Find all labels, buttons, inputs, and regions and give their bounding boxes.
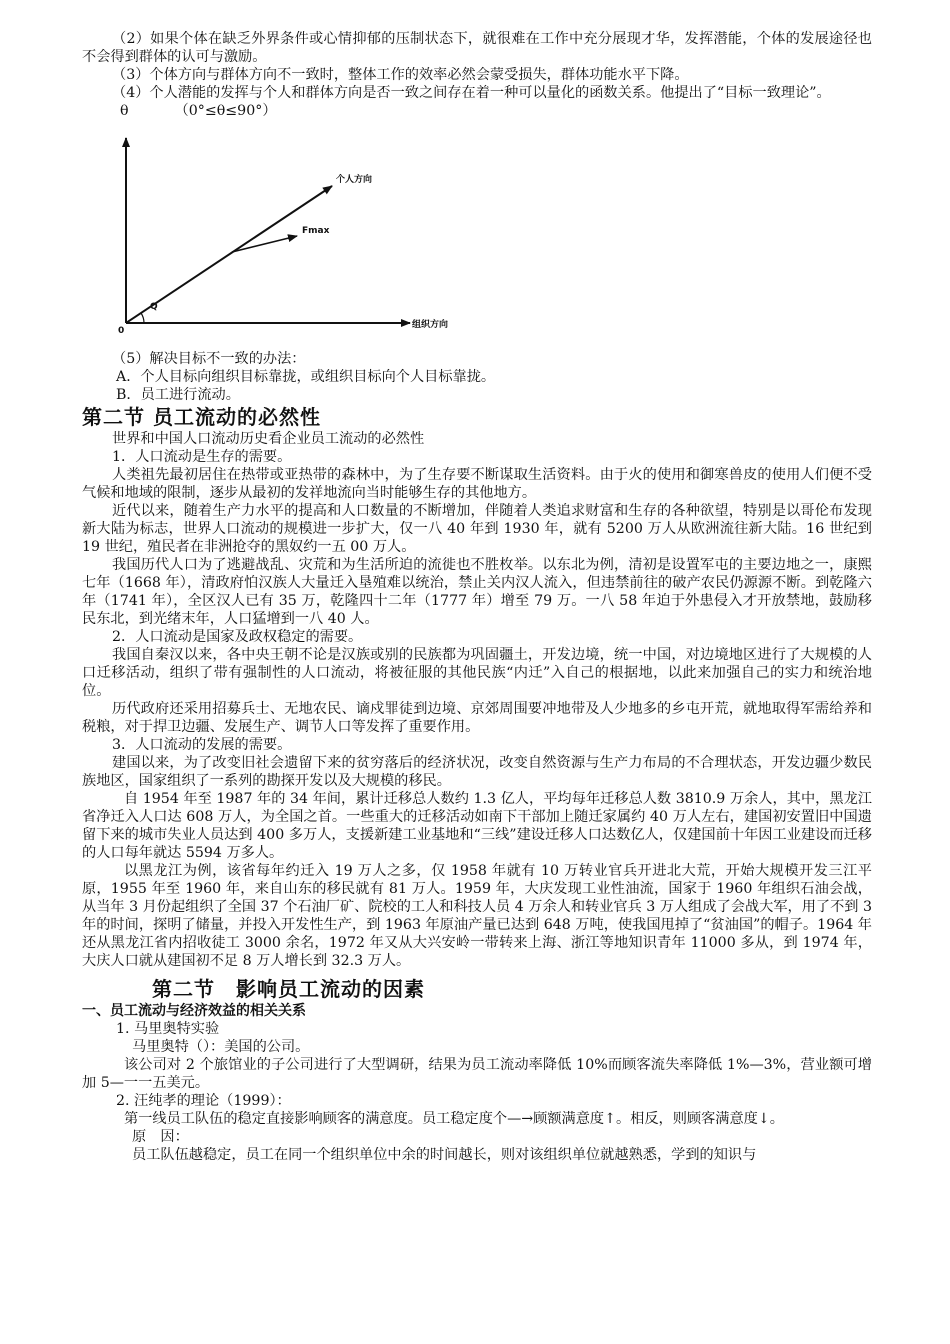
paragraph-option-b: B．员工进行流动。 (116, 387, 240, 403)
paragraph: 员工队伍越稳定，员工在同一个组织单位中余的时间越长，则对该组织单位就越熟悉，学到的知识与 (132, 1147, 757, 1163)
paragraph: 自 1954 年至 1987 年的 34 年间，累计迁移总人数约 1.3 亿人，平均每年迁移总人数 3810.9 万余人，其中，黑龙江省净迁入人口达 608 万人，为全国之首。一些重大的迁移活动如南下干部加上随迁家属约 40 万人左右，建国初安置旧中国遗留下来的城市失业人员达到 400 多万人，支援新建工业基地和“三线”建设迁移人口达数亿人，仅建国前十年因工业建设而迁移的人口每年就达 5594 万多人。 (82, 791, 872, 861)
goal-alignment-diagram (82, 120, 502, 350)
list-item-1: 1．人口流动是生存的需要。 (112, 449, 292, 465)
fmax-vector (232, 236, 297, 252)
paragraph-point-3: （3）个体方向与群体方向不一致时，整体工作的效率必然会蒙受损失，群体功能水平下降。 (112, 67, 689, 83)
paragraph: 我国自秦汉以来，各中央王朝不论是汉族或别的民族都为巩固疆土，开发边境，统一中国，对边境地区进行了大规模的人口迁移活动，组织了带有强制性的人口流动，将被征服的其他民族“内迁”入自己的根据地，以此来加强自己的实力和统治地位。 (82, 647, 872, 699)
paragraph: 该公司对 2 个旅馆业的子公司进行了大型调研，结果为员工流动率降低 10%而顾客流失率降低 1%—3%，营业额可增加 5—一一五美元。 (82, 1057, 872, 1091)
section-subtitle: 世界和中国人口流动历史看企业员工流动的必然性 (112, 431, 425, 447)
label-fmax: Fmax (302, 226, 330, 236)
list-item-3: 3．人口流动的发展的需要。 (112, 737, 292, 753)
label-individual-direction: 个人方向 (336, 175, 373, 185)
section-heading-inevitability: 第二节 员工流动的必然性 (82, 405, 321, 429)
subsection-heading-economic: 一、员工流动与经济效益的相关关系 (82, 1003, 306, 1019)
paragraph-reason-label: 原 因： (132, 1129, 189, 1145)
label-organization-direction: 组织方向 (412, 320, 449, 330)
label-origin: 0 (118, 326, 125, 336)
theta-angle-arc (141, 313, 144, 323)
paragraph-point-5: （5）解决目标不一致的办法： (112, 351, 306, 367)
diagram-svg (82, 120, 502, 350)
theta-line (82, 102, 872, 120)
list-item-wang: 2. 汪纯孝的理论（1999）： (116, 1093, 291, 1109)
paragraph: 第一线员工队伍的稳定直接影响顾客的满意度。员工稳定度个—→顾额满意度↑。相反，则顾客满意度↓。 (124, 1111, 784, 1127)
list-item-marriott: 1. 马里奥特实验 (116, 1021, 220, 1037)
theta-range: （0°≤θ≤90°） (174, 103, 277, 119)
paragraph: 以黑龙江为例，该省每年约迁入 19 万人之多，仅 1958 年就有 10 万转业官兵开进北大荒，开始大规模开发三江平原，1955 年至 1960 年，来自山东的移民就有 81 万人。1959 年，大庆发现工业性油流，国家于 1960 年组织石油会战，从当年 3 月份起组织了全国 37 个石油厂矿、院校的工人和科技人员 4 万余人和转业官兵 3 万人组成了会战大军，用了不到 3 年的时间，探明了储量，并投入开发性生产，到 1963 年原油产量已达到 648 万吨，使我国甩掉了“贫油国”的帽子。1964 年还从黑龙江省内招收徒工 3000 余名，1972 年又从大兴安岭一带转来上海、浙江等地知识青年 11000 多从，到 1974 年，大庆人口就从建国初不足 8 万人增长到 32.3 万人。 (82, 863, 872, 969)
paragraph-option-a: A．个人目标向组织目标靠拢，或组织目标向个人目标靠拢。 (116, 369, 496, 385)
paragraph: 近代以来，随着生产力水平的提高和人口数量的不断增加，伴随着人类追求财富和生存的各种欲望，特别是以哥伦布发现新大陆为标志，世界人口流动的规模进一步扩大，仅一八 40 年到 1930 年，就有 5200 万人从欧洲流往新大陆。16 世纪到 19 世纪，殖民者在非洲抢夺的黑奴约一五 00 万人。 (82, 503, 872, 555)
paragraph-marriott-intro: 马里奥特（）：美国的公司。 (132, 1039, 310, 1055)
paragraph: 我国历代人口为了逃避战乱、灾荒和为生活所迫的流徙也不胜枚举。以东北为例，清初是设置军屯的主要边地之一，康熙七年（1668 年），清政府怕汉族人大量迁入垦殖难以统治，禁止关内汉人流入，但违禁前往的破产农民仍源源不断。到乾隆六年（1741 年），全区汉人已有 35 万，乾隆四十二年（1777 年）增至 79 万。一八 58 年迫于外患侵入才开放禁地，鼓励移民东北，到光绪末年，人口猛增到一八 40 人。 (82, 557, 872, 627)
document-page (82, 30, 872, 1164)
theta-symbol: θ (120, 103, 129, 119)
paragraph: 建国以来，为了改变旧社会遗留下来的贫穷落后的经济状况，改变自然资源与生产力布局的不合理状态，开发边疆少数民族地区，国家组织了一系列的勘探开发以及大规模的移民。 (82, 755, 872, 789)
section-heading-factors: 第二节 影响员工流动的因素 (152, 977, 425, 1001)
paragraph-point-2: （2）如果个体在缺乏外界条件或心情抑郁的压制状态下，就很难在工作中充分展现才华，发挥潜能，个体的发展途径也不会得到群体的认可与激励。 (82, 31, 872, 65)
paragraph-point-4: （4）个人潜能的发挥与个人和群体方向是否一致之间存在着一种可以量化的函数关系。他提出了“目标一致理论”。 (112, 85, 831, 101)
list-item-2: 2．人口流动是国家及政权稳定的需要。 (112, 629, 363, 645)
label-angle-q: Q (150, 302, 158, 312)
paragraph: 人类祖先最初居住在热带或亚热带的森林中，为了生存要不断谋取生活资料。由于火的使用和御寒兽皮的使用人们便不受气候和地域的限制，逐步从最初的发祥地流向当时能够生存的其他地方。 (82, 467, 872, 501)
paragraph: 历代政府还采用招募兵士、无地农民、谪戍罪徒到边境、京郊周围要冲地带及人少地多的乡屯开荒，就地取得军需给养和税粮，对于捍卫边疆、发展生产、调节人口等发挥了重要作用。 (82, 701, 872, 735)
